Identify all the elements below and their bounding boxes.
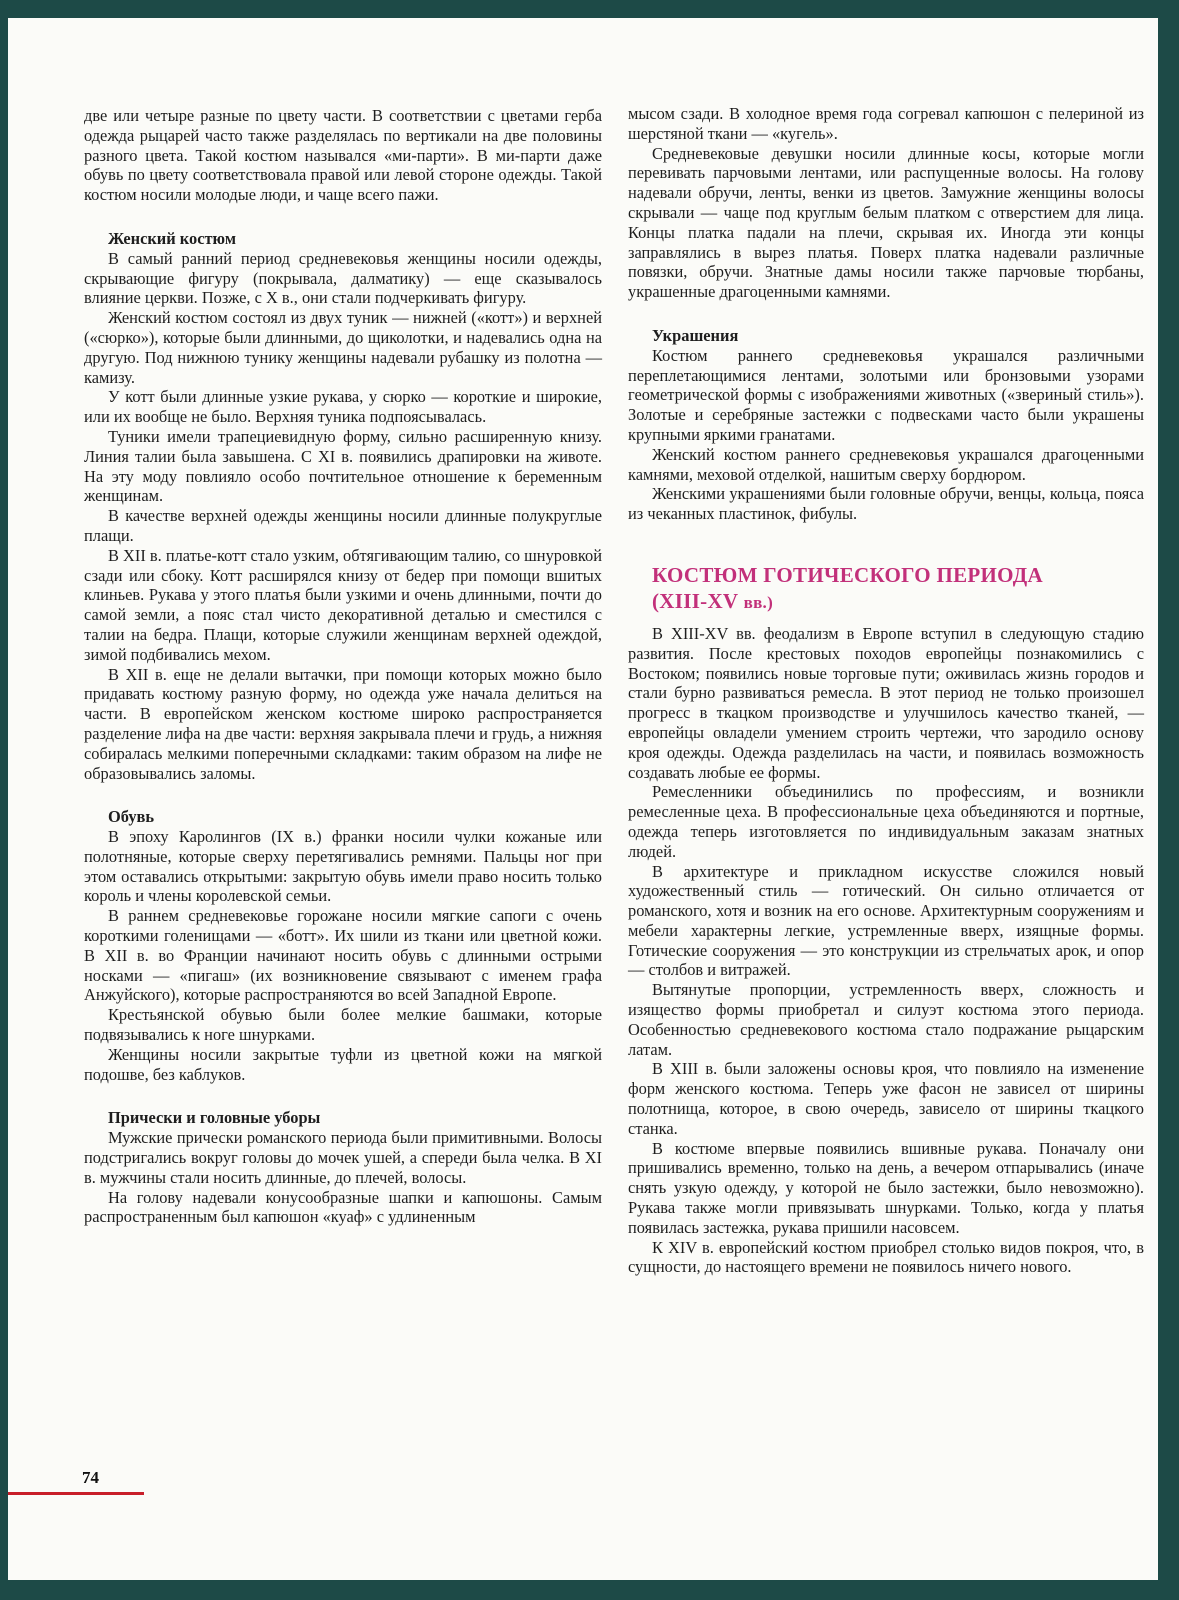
paragraph: Ремесленники объединились по профессиям, и возникли ремесленные цеха. В профессиональные цеха объединяются и портные, одежда теперь изготовляется по индивидуальным заказам знатных людей. — [628, 782, 1144, 861]
paragraph: В качестве верхней одежды женщины носили длинные полукруглые плащи. — [84, 506, 602, 545]
paragraph: Женский костюм раннего средневековья украшался драгоценными камнями, меховой отделкой, нашитым сверху бордюром. — [628, 444, 1144, 484]
paragraph: Костюм раннего средневековья украшался различными переплетающимися лентами, золотыми или бронзовыми узорами геометрической формы с изображениями животных («звериный стиль»). Золотые и серебряные застежки с подвесками часто были украшены крупными яркими гранатами. — [628, 345, 1144, 444]
subheading-jewelry: Украшения — [652, 325, 739, 345]
section-title-main: КОСТЮМ ГОТИЧЕСКОГО ПЕРИОДА — [652, 562, 1043, 587]
paragraph: В архитектуре и прикладном искусстве сложился новый художественный стиль — готический. Он сильно отличается от романского, хотя и возник на его основе. Архитектурным сооружениям и мебели характерны легкие, устремленные вверх, изящные формы. Готические сооружения — это конструкции из стрельчатых арок, и опор — столбов и витражей. — [628, 861, 1144, 980]
subheading-womens-costume: Женский костюм — [108, 228, 237, 248]
paragraph: В XII в. платье-котт стало узким, обтягивающим талию, со шнуровкой сзади или сбоку. Котт расширялся книзу от бедер при помощи вшитых клиньев. Рукава у этого платья были узкими и очень длинными, почти до самой земли, а пояс стал чисто декоративной деталью и сместился с талии на бедра. Плащи, которые служили женщинам верхней одеждой, зимой подбивались мехом. — [84, 545, 602, 664]
paragraph: У котт были длинные узкие рукава, у сюрко — короткие и широкие, или их вообще не было. Верхняя туника подпоясывалась. — [84, 387, 602, 427]
paragraph: Женский костюм состоял из двух туник — нижней («котт») и верхней («сюрко»), которые были длинными, до щиколотки, и надевались одна на другую. Под нижнюю тунику женщины надевали рубашку из полотна — камизу. — [84, 308, 602, 387]
paragraph: мысом сзади. В холодное время года согревал капюшон с пелериной из шерстяной ткани — «кугель». — [628, 104, 1144, 143]
section-title-sub: (XIII-XV вв.) — [652, 588, 774, 613]
paragraph: Крестьянской обувью были более мелкие башмаки, которые подвязывались к ноге шнурками. — [84, 1005, 602, 1045]
paragraph: две или четыре разные по цвету части. В соответствии с цветами герба одежда рыцарей часто также разделялась по вертикали на две половины разного цвета. Такой костюм назывался «ми-парти». В ми-парти даже обувь по цвету соответствовала правой или левой стороне одежды. Такой костюм носили молодые люди, и чаще всего пажи. — [84, 106, 602, 205]
page-number-rule — [8, 1492, 144, 1495]
paragraph: Женщины носили закрытые туфли из цветной кожи на мягкой подошве, без каблуков. — [84, 1044, 602, 1084]
paragraph: В самый ранний период средневековья женщины носили одежды, скрывающие фигуру (покрывала, далматику) — еще сказывалось влияние церкви. Позже, с X в., они стали подчеркивать фигуру. — [84, 248, 602, 308]
paragraph: На голову надевали конусообразные шапки и капюшоны. Самым распространенным был капюшон «куаф» с удлиненным — [84, 1187, 602, 1227]
subheading-footwear: Обувь — [108, 807, 155, 827]
paragraph: В раннем средневековье горожане носили мягкие сапоги с очень короткими голенищами — «ботт». Их шили из ткани или цветной кожи. В XII в. во Франции начинают носить обувь с длинными острыми носками — «пигаш» (их возникновение связывают с именем графа Анжуйского), которые распространяются во всей Западной Европе. — [84, 906, 602, 1005]
left-column — [84, 106, 602, 1227]
paragraph: К XIV в. европейский костюм приобрел столько видов покроя, что, в сущности, до настоящего времени не появилось ничего нового. — [628, 1237, 1144, 1277]
paragraph: Туники имели трапециевидную форму, сильно расширенную книзу. Линия талии была завышена. С XI в. появились драпировки на животе. На эту моду повлияло особо почтительное отношение к беременным женщинам. — [84, 426, 602, 506]
paragraph: Вытянутые пропорции, устремленность вверх, сложность и изящество формы приобретал и силуэт костюма этого периода. Особенностью средневекового костюма стало подражание рыцарским латам. — [628, 980, 1144, 1059]
subheading-hairstyles: Прически и головные уборы — [108, 1108, 321, 1128]
paragraph: Средневековые девушки носили длинные косы, которые могли перевивать парчовыми лентами, или распущенные волосы. На голову надевали обручи, ленты, венки из цветов. Замужние женщины волосы скрывали — чаще под круглым белым платком с отверстием для лица. Концы платка падали на плечи, скрывая их. Иногда эти концы заправлялись в вырез платья. Поверх платка надевали различные повязки, обручи. Знатные дамы носили также парчовые тюрбаны, украшенные драгоценными камнями. — [628, 143, 1144, 302]
section-title — [628, 562, 1144, 616]
paragraph: В эпоху Каролингов (IX в.) франки носили чулки кожаные или полотняные, которые сверху перетягивались ремнями. Пальцы ног при этом оставались открытыми: закрытую обувь имели право носить только король и члены королевской семьи. — [84, 827, 602, 906]
paragraph: Женскими украшениями были головные обручи, венцы, кольца, пояса из чеканных пластинок, фибулы. — [628, 484, 1144, 524]
paragraph: В XII в. еще не делали вытачки, при помощи которых можно было придавать костюму разную форму, но одежда уже начала делиться на части. В европейском женском костюме широко распространяется разделение лифа на две части: верхняя закрывала плечи и грудь, а нижняя собиралась мелкими поперечными складками: таким образом на лифе не образовывались заломы. — [84, 664, 602, 783]
paragraph: В костюме впервые появились вшивные рукава. Поначалу они пришивались временно, только на день, а вечером отпарывались (иначе снять узкую одежду, у которой не было застежки, было невозможно). Рукава также могли привязывать шнурками. Только, когда у платья появилась застежка, рукава пришили насовсем. — [628, 1138, 1144, 1237]
right-column — [628, 104, 1144, 1277]
paragraph: В XIII в. были заложены основы кроя, что повлияло на изменение форм женского костюма. Теперь уже фасон не зависел от ширины полотнища, которое, в свою очередь, зависело от ширины ткацкого станка. — [628, 1059, 1144, 1138]
page — [8, 18, 1158, 1580]
paragraph: В XIII-XV вв. феодализм в Европе вступил в следующую стадию развития. После крестовых походов европейцы познакомились с Востоком; появились новые торговые пути; оживилась жизнь городов и стали бурно развиваться ремесла. В этот период не только произошел прогресс в ткацком производстве и улучшилось качество тканей, — европейцы овладели умением строить чертежи, что зародило основу кроя одежды. Одежда разделилась на части, и появилась возможность создавать любые ее формы. — [628, 623, 1144, 782]
page-number: 74 — [82, 1468, 99, 1487]
paragraph: Мужские прически романского периода были примитивными. Волосы подстригались вокруг головы до мочек ушей, а спереди была челка. В XI в. мужчины стали носить длинные, до плечей, волосы. — [84, 1128, 602, 1187]
